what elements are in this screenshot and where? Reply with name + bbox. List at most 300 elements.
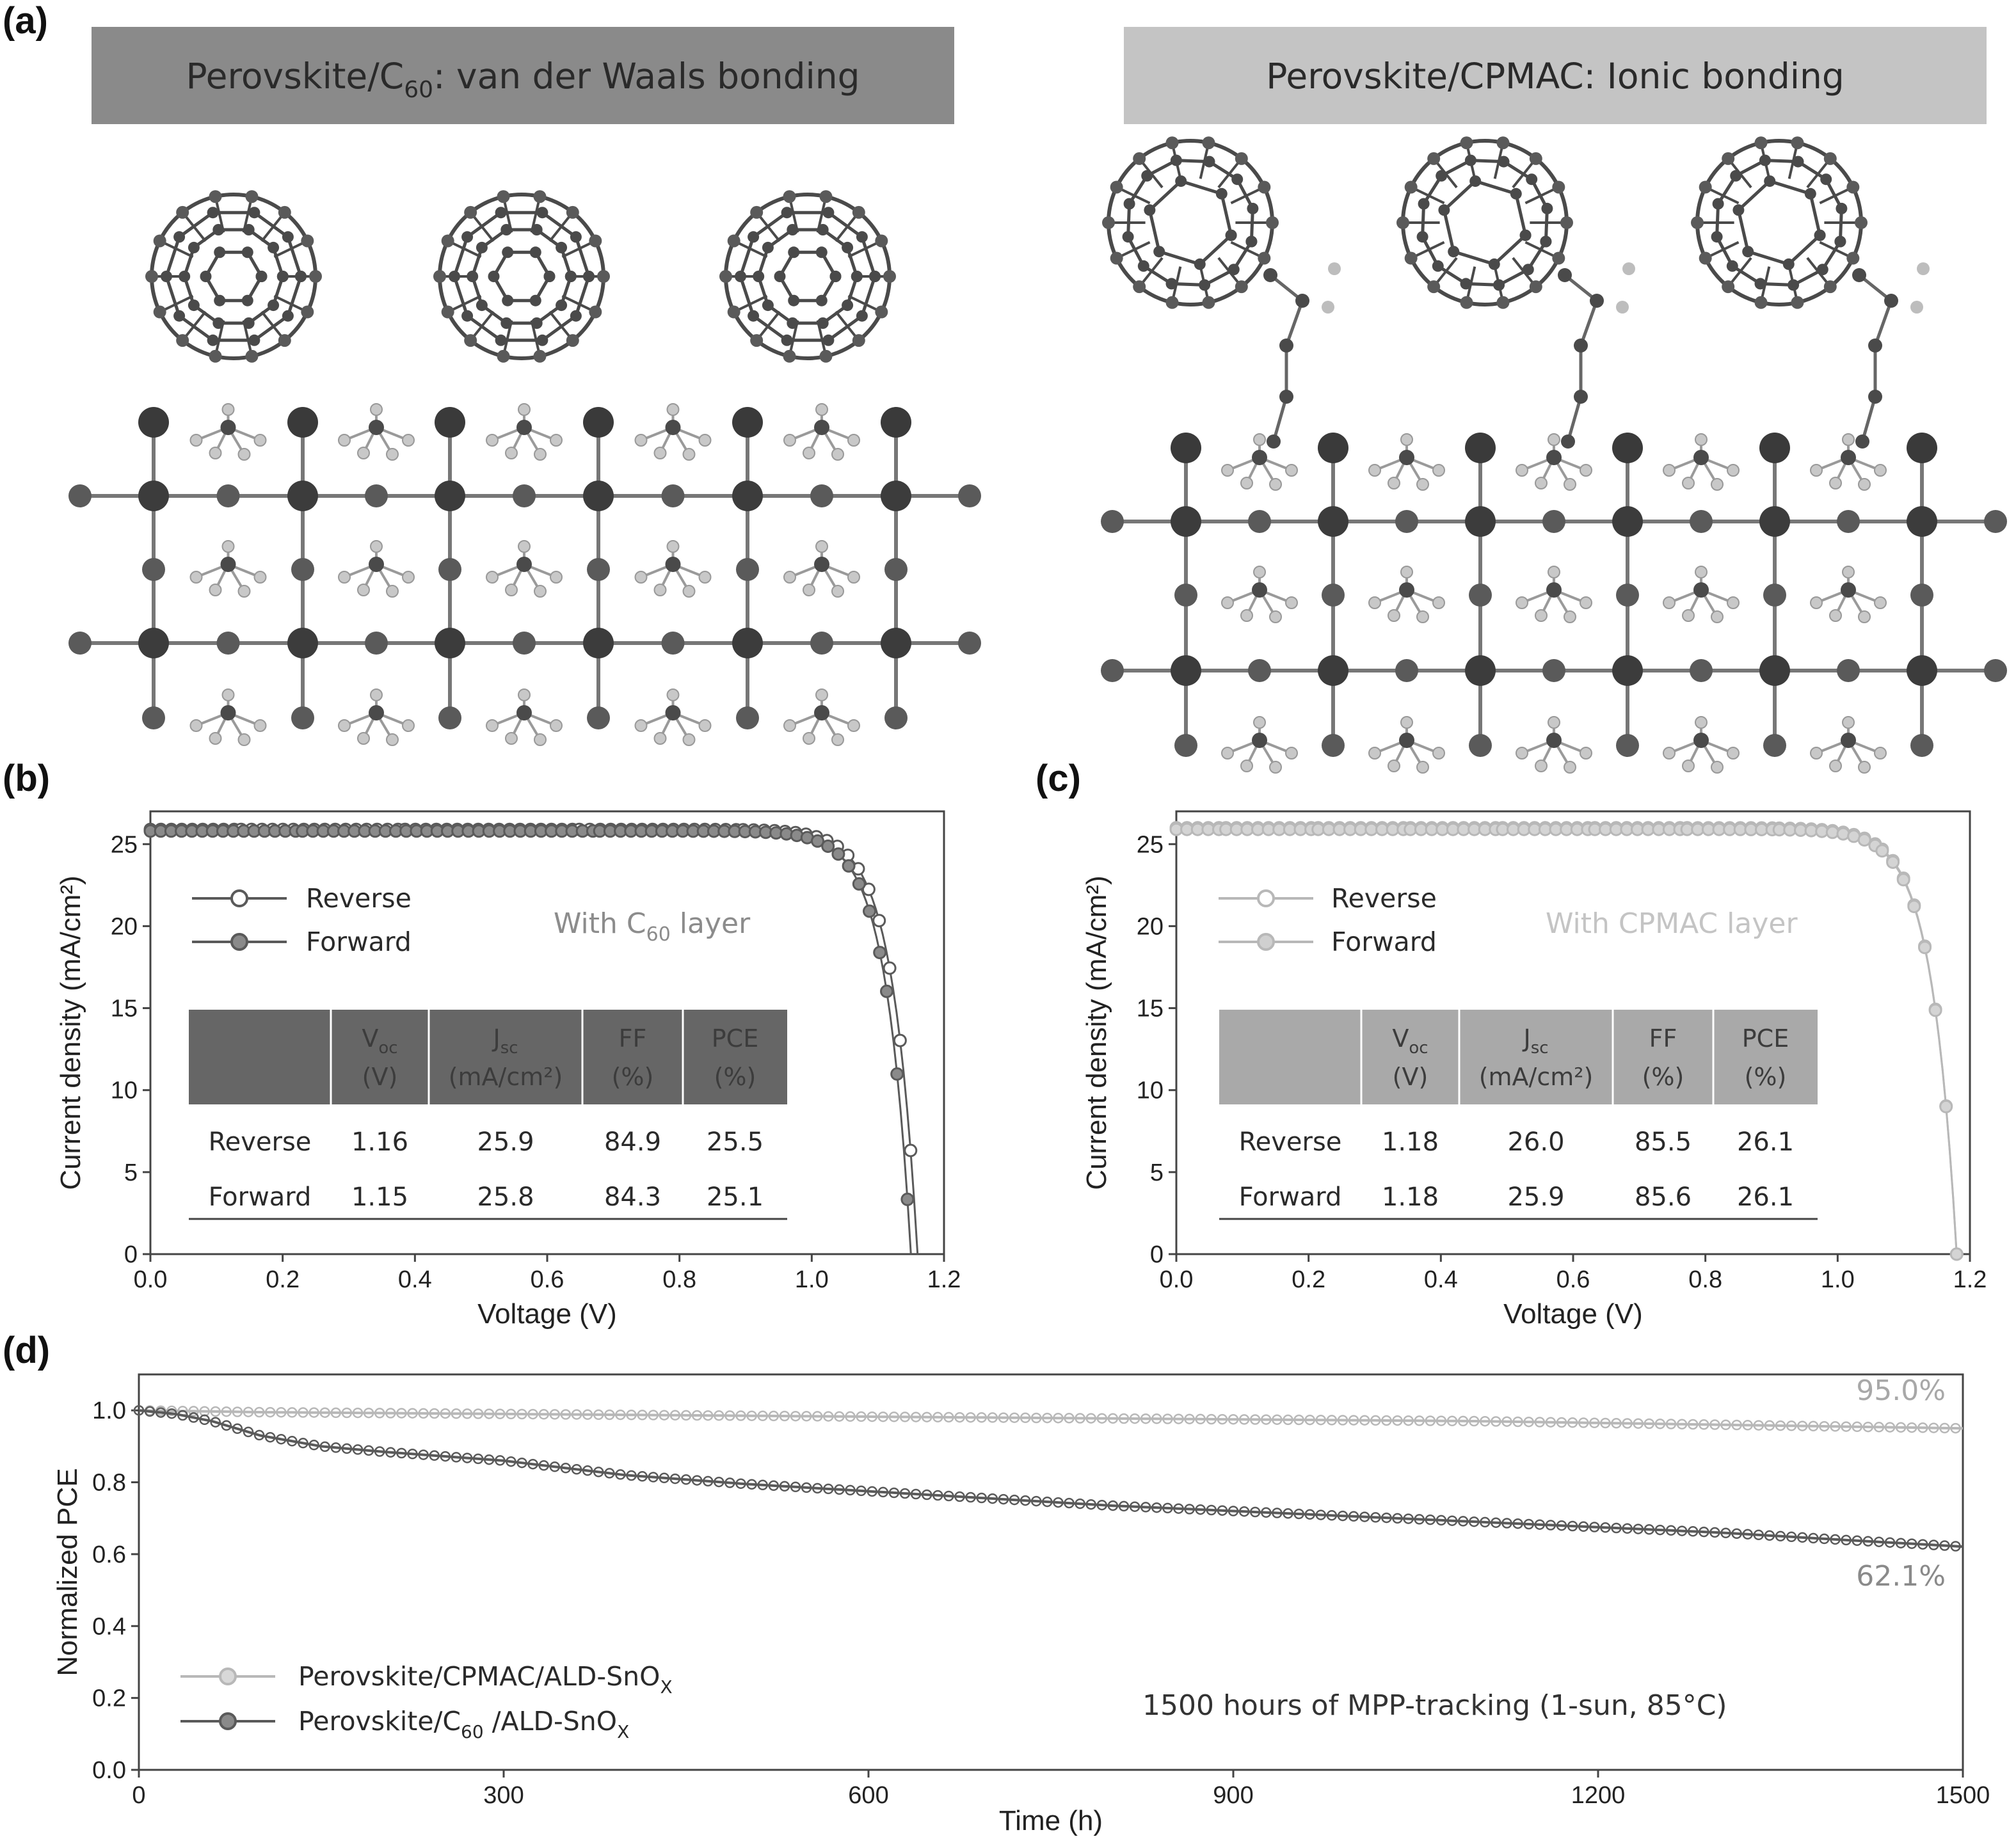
halide-atom <box>1690 510 1713 533</box>
cation-atom <box>1535 610 1547 621</box>
cation-atom <box>255 571 266 583</box>
legend-b <box>192 883 412 957</box>
halide-atom <box>142 558 165 581</box>
panel-c-label: (c) <box>1036 758 1081 799</box>
cation-atom <box>1841 733 1856 748</box>
x-axis-label-b: Voltage (V) <box>477 1298 617 1330</box>
legend-forward-b: Forward <box>306 927 412 957</box>
cage-atom <box>145 270 158 283</box>
table-unit-3: (%) <box>1744 1063 1787 1091</box>
lead-atom <box>1318 655 1348 686</box>
cage-atom <box>1427 152 1440 165</box>
halide-atom <box>1322 584 1345 607</box>
cage-atom <box>883 270 896 283</box>
y-tick-label: 10 <box>1136 1077 1164 1104</box>
cation-atom <box>486 434 498 446</box>
cage-ring <box>1423 161 1548 285</box>
cage-atom <box>1460 296 1473 309</box>
cation-atom <box>816 689 828 701</box>
legend-cpmac: Perovskite/CPMAC/ALD-SnO$_X$ <box>298 1661 673 1698</box>
data-point-forward <box>1827 827 1838 838</box>
top-atom <box>1612 433 1643 463</box>
pendant-atom <box>1616 301 1629 314</box>
cage-atom <box>433 270 446 283</box>
pendant-atom <box>1852 268 1866 282</box>
pendant-atom <box>1590 294 1604 308</box>
y-tick-label: 0 <box>124 1241 138 1268</box>
x-tick-label: 300 <box>483 1782 524 1809</box>
cation-atom <box>1830 610 1841 621</box>
data-point-forward <box>833 848 844 860</box>
pendant-atom <box>1328 262 1341 275</box>
top-atom <box>1907 433 1937 463</box>
cation-atom <box>1875 597 1886 609</box>
y-tick-label: 0.0 <box>92 1757 126 1784</box>
cation-atom <box>832 585 844 597</box>
cation-atom <box>191 720 202 731</box>
table-unit-2: (%) <box>1642 1063 1684 1091</box>
cage-atom <box>852 206 865 219</box>
halide-atom <box>1101 659 1124 682</box>
cation-atom <box>550 434 562 446</box>
cage-atom <box>1133 280 1146 293</box>
halide-atom <box>884 558 908 581</box>
cage-ring <box>1717 161 1842 285</box>
cation-atom <box>666 557 681 572</box>
x-tick-label: 1.2 <box>1953 1266 1987 1293</box>
lead-atom <box>138 628 169 658</box>
cage-ring <box>780 252 836 300</box>
pendant-atom <box>1868 338 1882 353</box>
lead-atom <box>1759 506 1790 537</box>
end-label-c60: 62.1% <box>1856 1560 1946 1593</box>
cation-atom <box>1270 611 1281 623</box>
cation-atom <box>506 447 517 459</box>
cation-atom <box>239 734 250 745</box>
table-unit-2: (%) <box>611 1063 654 1091</box>
cage-atom <box>1110 180 1123 193</box>
cation-atom <box>1417 761 1428 773</box>
pendant-atom <box>1622 262 1635 275</box>
cation-atom <box>1535 760 1547 772</box>
cation-atom <box>1843 717 1854 728</box>
cation-atom <box>668 404 679 415</box>
y-tick-label: 1.0 <box>92 1397 126 1425</box>
cation-atom <box>848 434 860 446</box>
cage-atom <box>1460 136 1473 149</box>
cation-atom <box>255 720 266 731</box>
y-axis-label-d: Normalized PCE <box>52 1468 83 1676</box>
cation-atom <box>534 585 546 597</box>
halide-atom <box>438 558 461 581</box>
pendant-atom <box>1263 268 1277 282</box>
cation-atom <box>1683 760 1694 772</box>
stability-curves <box>134 1406 1963 1550</box>
x-tick-label: 0.4 <box>397 1266 432 1293</box>
halide-atom <box>1837 510 1860 533</box>
cage-atom <box>728 306 740 319</box>
cation-atom <box>666 420 681 435</box>
y-tick-label: 5 <box>1149 1159 1164 1186</box>
cation-atom <box>387 734 398 745</box>
cation-atom <box>486 571 498 583</box>
lead-atom <box>1612 655 1643 686</box>
cage-atom <box>1560 216 1573 229</box>
cage-atom <box>1846 180 1859 193</box>
data-point-forward <box>1837 828 1849 839</box>
panel-d-label: (d) <box>3 1330 51 1371</box>
cation-atom <box>1401 566 1412 578</box>
legend-marker-reverse-c <box>1258 891 1274 906</box>
cage-atom <box>728 234 740 247</box>
halide-atom <box>1248 659 1271 682</box>
cage-atom <box>442 234 454 247</box>
lead-atom <box>138 481 169 511</box>
lead-atom <box>1318 506 1348 537</box>
cation-atom <box>1286 597 1297 609</box>
cation-atom <box>1433 747 1444 759</box>
cage-ring <box>1738 181 1820 264</box>
halide-atom <box>1616 584 1639 607</box>
x-tick-label: 600 <box>848 1782 889 1809</box>
panel-b-label: (b) <box>3 758 51 799</box>
cage-atom <box>442 306 454 319</box>
cation-atom <box>1727 597 1739 609</box>
y-tick-label: 0.2 <box>92 1685 126 1712</box>
y-tick-label: 5 <box>124 1159 138 1186</box>
cation-atom <box>1830 477 1841 489</box>
y-tick-label: 15 <box>110 995 138 1022</box>
cation-atom <box>636 571 647 583</box>
cation-atom <box>506 584 517 596</box>
cation-atom <box>210 584 221 596</box>
cation-atom <box>1546 733 1562 748</box>
x-tick-label: 900 <box>1213 1782 1254 1809</box>
y-tick-label: 20 <box>110 913 138 941</box>
data-point-forward <box>881 985 893 997</box>
pendant-atom <box>1917 262 1930 275</box>
legend-reverse-b: Reverse <box>306 883 412 914</box>
x-tick-label: 1500 <box>1935 1782 1990 1809</box>
cation-atom <box>816 404 828 415</box>
cation-atom <box>1695 434 1707 445</box>
data-point-forward <box>1908 901 1920 912</box>
data-point-forward <box>1951 1248 1962 1260</box>
halide-atom <box>1910 734 1933 757</box>
pendant-atom <box>1574 390 1588 404</box>
cation-atom <box>814 557 829 572</box>
cation-atom <box>684 734 695 745</box>
cation-atom <box>1564 479 1576 490</box>
pendant-atom <box>1561 434 1575 449</box>
y-tick-label: 0.8 <box>92 1469 126 1497</box>
cation-atom <box>784 434 796 446</box>
pendant-atom <box>1279 338 1293 353</box>
cation-atom <box>403 434 414 446</box>
data-point-forward <box>1898 874 1909 886</box>
cation-atom <box>191 434 202 446</box>
table-row-name: Reverse <box>1238 1127 1342 1157</box>
cage-ring <box>472 230 571 323</box>
cation-atom <box>387 449 398 460</box>
lead-atom <box>1612 506 1643 537</box>
cation-atom <box>1270 761 1281 773</box>
lead-atom <box>1759 655 1790 686</box>
cage-atom <box>533 350 546 363</box>
data-point-reverse <box>905 1145 916 1156</box>
cation-atom <box>1693 582 1709 598</box>
cation-atom <box>1399 450 1414 465</box>
cation-atom <box>1433 597 1444 609</box>
cage-atom <box>875 306 888 319</box>
cation-atom <box>1241 760 1252 772</box>
data-point-forward <box>892 1069 903 1080</box>
cation-atom <box>339 571 350 583</box>
cage-ring <box>206 252 262 300</box>
cation-atom <box>1841 450 1856 465</box>
y-tick-label: 15 <box>1136 995 1164 1022</box>
legend-c60: Perovskite/$C_{60}$ /ALD-SnO$_X$ <box>298 1706 630 1742</box>
cage-atom <box>1552 180 1565 193</box>
table-unit-1: (mA/cm²) <box>448 1063 563 1091</box>
table-cell: 25.9 <box>1507 1182 1565 1212</box>
cage-ring <box>494 252 550 300</box>
cage-atom <box>1258 252 1270 265</box>
pendant-atom <box>1295 294 1309 308</box>
cation-atom <box>1241 610 1252 621</box>
cation-atom <box>1727 747 1739 759</box>
halide-atom <box>513 632 536 655</box>
cage-ring <box>184 230 283 323</box>
cation-atom <box>1693 733 1709 748</box>
cation-atom <box>816 541 828 552</box>
cation-atom <box>191 571 202 583</box>
cation-atom <box>1286 747 1297 759</box>
annotation-c: With CPMAC layer <box>1546 907 1798 940</box>
cation-atom <box>700 571 711 583</box>
cation-atom <box>371 541 382 552</box>
halide-atom <box>291 558 314 581</box>
pendant-atom <box>1868 390 1882 404</box>
x-axis-label-c: Voltage (V) <box>1503 1298 1643 1330</box>
panel-b <box>3 758 961 1330</box>
halide-atom <box>365 484 388 507</box>
cage-atom <box>750 206 763 219</box>
top-atom <box>1759 433 1790 463</box>
lead-atom <box>881 481 911 511</box>
cation-atom <box>1695 717 1707 728</box>
halide-atom <box>1395 659 1418 682</box>
cation-atom <box>1564 611 1576 623</box>
cage-atom <box>1722 280 1734 293</box>
cation-atom <box>848 720 860 731</box>
table-cell: 26.1 <box>1736 1127 1795 1157</box>
cation-atom <box>1859 761 1870 773</box>
cation-atom <box>636 720 647 731</box>
halide-atom <box>587 706 610 729</box>
cation-atom <box>210 447 221 459</box>
cage-atom <box>1166 136 1179 149</box>
cation-atom <box>814 705 829 720</box>
cation-atom <box>655 733 666 744</box>
cation-atom <box>684 449 695 460</box>
cation-atom <box>1417 611 1428 623</box>
left-banner-title: Perovskite/$C_{60}$: van der Waals bonding <box>186 56 860 103</box>
table-header-0: $V_{oc}$ <box>362 1024 398 1058</box>
cation-atom <box>1875 747 1886 759</box>
cation-atom <box>1254 717 1265 728</box>
cage-atom <box>1791 296 1804 309</box>
cation-atom <box>1859 611 1870 623</box>
cation-atom <box>550 571 562 583</box>
cation-atom <box>1222 597 1233 609</box>
cation-atom <box>1859 479 1870 490</box>
cage-atom <box>597 270 610 283</box>
table-cell: 1.18 <box>1381 1127 1439 1157</box>
table-cell: 85.5 <box>1634 1127 1692 1157</box>
pendant-atom <box>1267 434 1281 449</box>
y-tick-label: 10 <box>110 1077 138 1104</box>
x-tick-label: 0 <box>132 1782 146 1809</box>
cage-atom <box>209 350 222 363</box>
cage-atom <box>1202 136 1215 149</box>
cage-atom <box>1530 152 1542 165</box>
cage-atom <box>497 350 510 363</box>
cation-atom <box>1252 450 1267 465</box>
y-tick-label: 0.6 <box>92 1541 126 1568</box>
cage-atom <box>1110 252 1123 265</box>
cation-atom <box>655 447 666 459</box>
cation-atom <box>1516 465 1528 476</box>
cation-atom <box>1388 477 1400 489</box>
cage-ring <box>1128 161 1253 285</box>
cation-atom <box>1535 477 1547 489</box>
cation-atom <box>655 584 666 596</box>
cation-atom <box>506 733 517 744</box>
cation-atom <box>1222 747 1233 759</box>
cation-atom <box>1683 610 1694 621</box>
x-tick-label: 0.0 <box>133 1266 168 1293</box>
halide-atom <box>291 706 314 729</box>
cage-atom <box>533 190 546 203</box>
legend-marker-c60 <box>220 1714 236 1729</box>
table-unit-1: (mA/cm²) <box>1478 1063 1594 1091</box>
cage-atom <box>1166 296 1179 309</box>
cation-atom <box>223 689 234 701</box>
cage-atom <box>209 190 222 203</box>
x-tick-label: 0.4 <box>1423 1266 1458 1293</box>
cage-atom <box>176 206 189 219</box>
cation-atom <box>700 720 711 731</box>
cation-atom <box>221 705 236 720</box>
table-cell: 85.6 <box>1634 1182 1692 1212</box>
legend-forward-c: Forward <box>1331 927 1437 957</box>
y-tick-label: 25 <box>110 831 138 859</box>
cage-atom <box>309 270 322 283</box>
cation-atom <box>668 689 679 701</box>
cation-atom <box>518 541 530 552</box>
end-label-cpmac: 95.0% <box>1856 1374 1946 1407</box>
cation-atom <box>1580 597 1592 609</box>
halide-atom <box>1763 734 1786 757</box>
halide-atom <box>1763 584 1786 607</box>
cage-atom <box>1427 280 1440 293</box>
x-tick-label: 0.6 <box>1556 1266 1590 1293</box>
halide-atom <box>438 706 461 729</box>
cation-atom <box>358 733 369 744</box>
cage-atom <box>589 306 602 319</box>
cation-atom <box>358 447 369 459</box>
lead-atom <box>435 481 465 511</box>
cation-atom <box>403 571 414 583</box>
table-row-name: Forward <box>208 1182 312 1212</box>
halide-atom <box>958 632 981 655</box>
panel-c <box>1036 758 1987 1330</box>
cation-atom <box>1711 761 1723 773</box>
cation-atom <box>1663 465 1675 476</box>
cation-atom <box>1546 450 1562 465</box>
table-header-3: PCE <box>1741 1024 1789 1053</box>
legend-marker-forward-b <box>232 934 247 950</box>
cation-atom <box>1580 465 1592 476</box>
cage-atom <box>245 350 258 363</box>
cage-atom <box>1235 280 1248 293</box>
cation-atom <box>1843 566 1854 578</box>
cation-atom <box>1270 479 1281 490</box>
cation-atom <box>1564 761 1576 773</box>
cage-atom <box>566 206 579 219</box>
halide-atom <box>1542 659 1565 682</box>
data-point-forward <box>843 860 854 871</box>
cation-atom <box>239 585 250 597</box>
c60-perovskite-structure <box>68 190 981 745</box>
data-point-forward <box>853 878 865 889</box>
data-point-forward <box>864 905 876 917</box>
cation-atom <box>803 584 815 596</box>
cage-ring <box>758 230 857 323</box>
halide-atom <box>1395 510 1418 533</box>
table-unit-0: (V) <box>362 1063 398 1091</box>
halide-atom <box>1174 734 1197 757</box>
cation-atom <box>403 720 414 731</box>
halide-atom <box>513 484 536 507</box>
lead-atom <box>1171 506 1201 537</box>
x-tick-label: 1.0 <box>1820 1266 1855 1293</box>
x-tick-label: 0.2 <box>1292 1266 1326 1293</box>
cation-atom <box>1711 611 1723 623</box>
y-axis-label-b: Current density (mA/cm²) <box>55 875 86 1190</box>
halide-atom <box>1542 510 1565 533</box>
cation-atom <box>1830 760 1841 772</box>
cage-atom <box>301 234 314 247</box>
halide-atom <box>1469 584 1492 607</box>
x-tick-label: 1.2 <box>927 1266 961 1293</box>
cation-atom <box>1811 597 1822 609</box>
cage-atom <box>1691 216 1704 229</box>
cation-atom <box>848 571 860 583</box>
lead-atom <box>881 628 911 658</box>
cation-atom <box>221 557 236 572</box>
legend-d <box>180 1661 673 1742</box>
table-cell: 25.8 <box>477 1182 534 1212</box>
cage-atom <box>1855 216 1868 229</box>
cation-atom <box>1695 566 1707 578</box>
lead-atom <box>583 628 614 658</box>
lead-atom <box>732 481 763 511</box>
table-row-name: Reverse <box>208 1127 312 1157</box>
cage-atom <box>1405 180 1418 193</box>
top-atom <box>435 407 465 438</box>
